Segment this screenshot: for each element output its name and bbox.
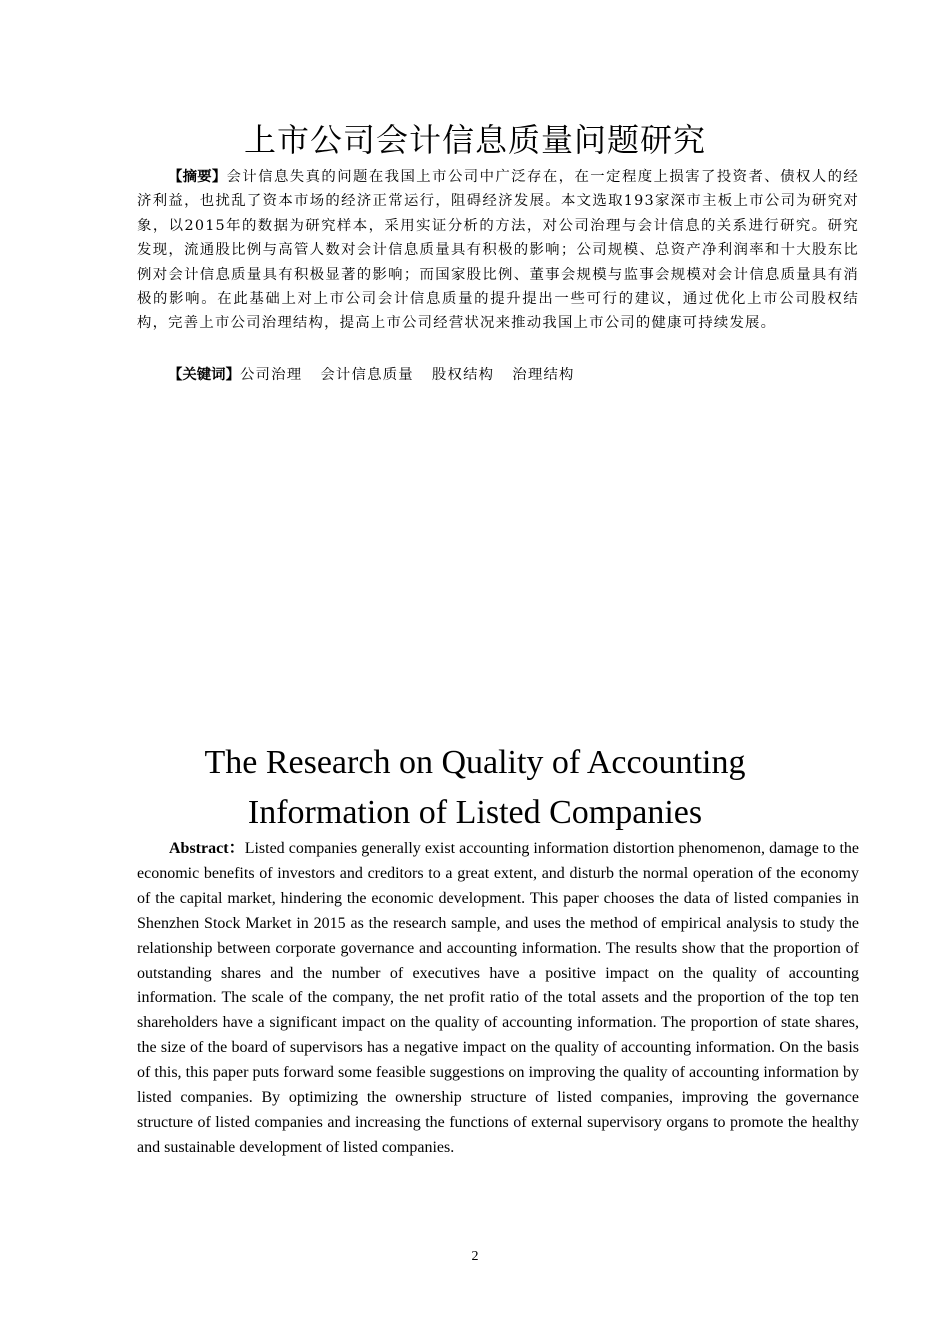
chinese-abstract-label: 【摘要】 (168, 169, 227, 185)
english-abstract-label: Abstract： (169, 840, 245, 857)
keyword: 治理结构 (512, 367, 575, 383)
keyword: 股权结构 (431, 367, 495, 383)
keyword: 公司治理 (239, 367, 303, 383)
chinese-abstract-text: 会计信息失真的问题在我国上市公司中广泛存在，在一定程度上损害了投资者、债权人的经济利益，也扰乱了资本市场的经济正常运行，阻碍经济发展。本文选取193家深市主板上市公司为研究对象，以2015年的数据为研究样本，采用实证分析的方法，对公司治理与会计信息的关系进行研究。研究发现，流通股比例与高管人数对会计信息质量具有积极的影响；公司规模、总资产净利润率和十大股东比例对会计信息质量具有积极显著的影响；而国家股比例、董事会规模与监事会规模对会计信息质量具有消极的影响。在此基础上对上市公司会计信息质量的提升提出一些可行的建议，通过优化上市公司股权结构，完善上市公司治理结构，提高上市公司经营状况来推动我国上市公司的健康可持续发展。 (137, 169, 859, 332)
page-number: 2 (471, 1249, 479, 1264)
english-abstract (137, 837, 859, 1161)
english-title-line-1: The Research on Quality of Accounting (204, 744, 746, 781)
english-title (0, 738, 950, 838)
chinese-title: 上市公司会计信息质量问题研究 (243, 121, 706, 159)
keyword: 会计信息质量 (320, 367, 414, 383)
chinese-abstract (137, 165, 859, 336)
english-abstract-text: Listed companies generally exist accounting information distortion phenomenon, damage to the economic benefits of investors and creditors to a great extent, and disturb the normal operation of the economy of the capital market, hindering the economic development. This paper chooses the data of listed companies in Shenzhen Stock Market in 2015 as the research sample, and uses the method of empirical analysis to study the relationship between corporate governance and accounting information. The results show that the proportion of outstanding shares and the number of executives have a positive impact on the quality of accounting information. The scale of the company, the net profit ratio of the total assets and the proportion of the top ten shareholders have a significant impact on the quality of accounting information. The proportion of state shares, the size of the board of supervisors has a negative impact on the quality of accounting information. On the basis of this, this paper puts forward some feasible suggestions on improving the quality of accounting information by listed companies. By optimizing the ownership structure of listed companies, improving the governance structure of listed companies and increasing the functions of external supervisory organs to promote the healthy and sustainable development of listed companies. (137, 840, 859, 1156)
chinese-keywords (137, 363, 890, 387)
english-title-line-2: Information of Listed Companies (247, 794, 703, 831)
chinese-keywords-label: 【关键词】 (168, 367, 240, 383)
